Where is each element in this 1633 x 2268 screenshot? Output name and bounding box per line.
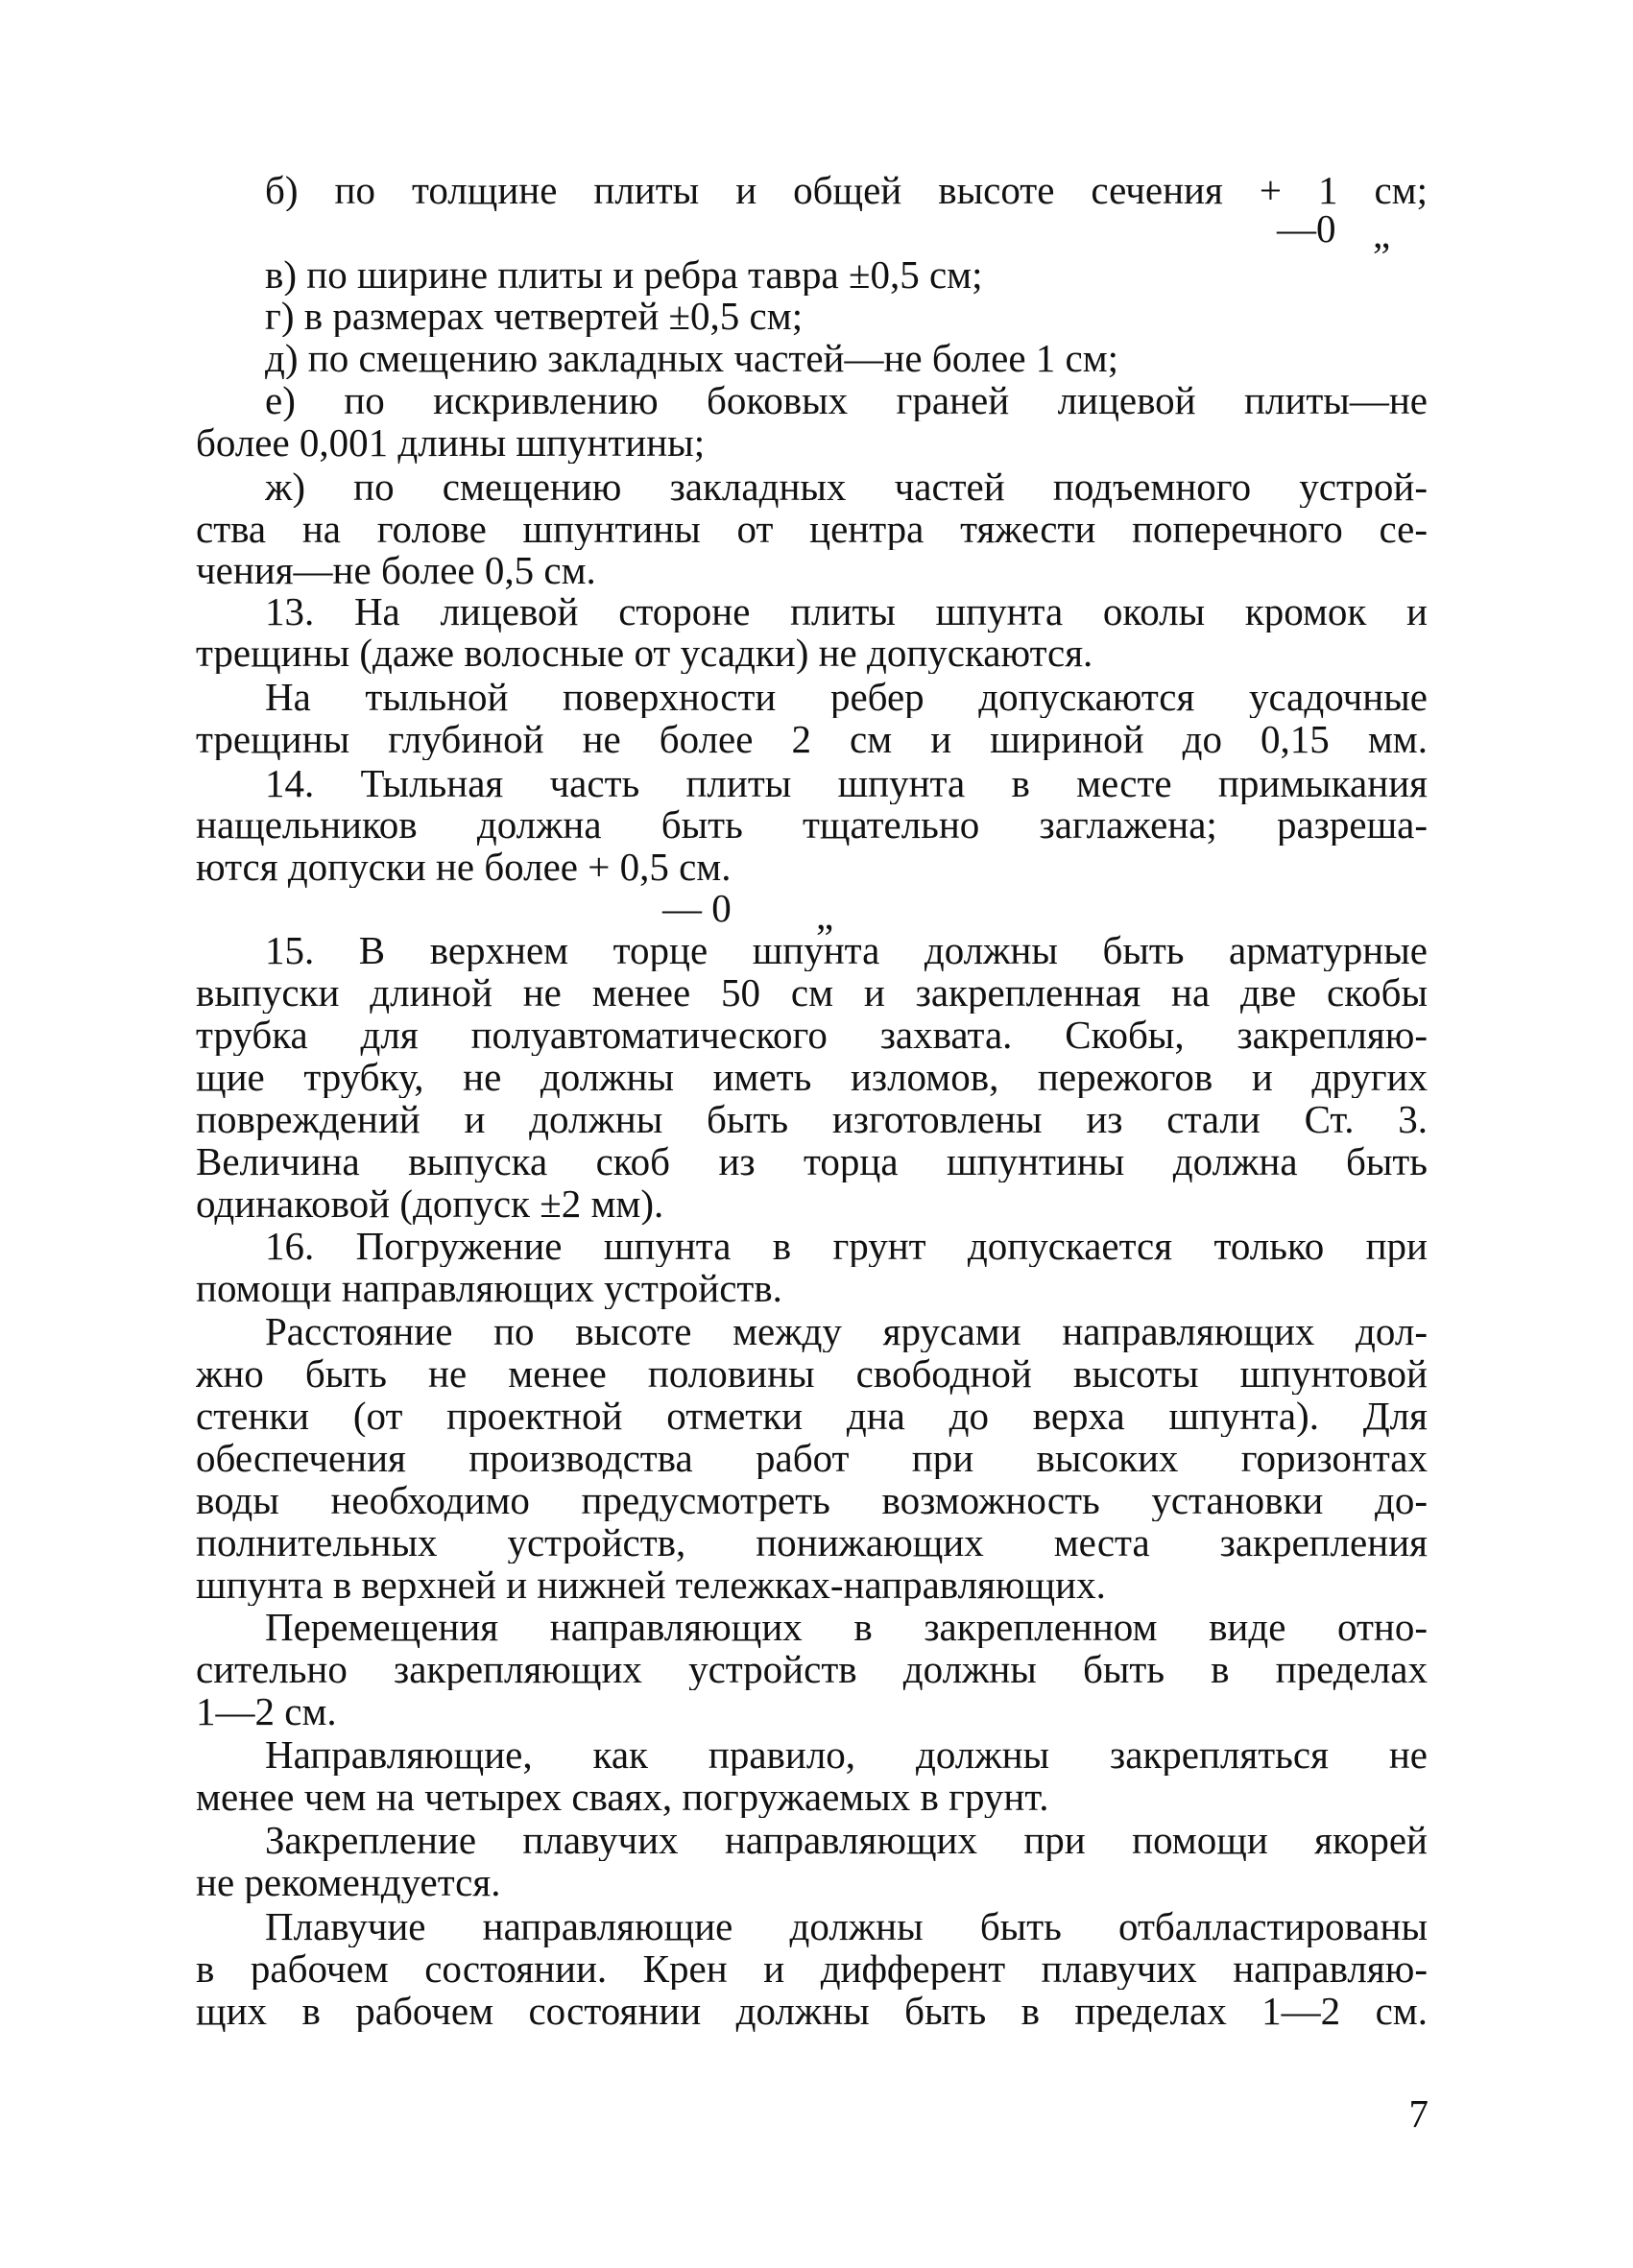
text-line: 16. Погружение шпунта в грунт допускается только при — [265, 1225, 1428, 1267]
text-line: воды необходимо предусмотреть возможность установки до- — [196, 1479, 1428, 1521]
text-line: не рекомендуется. — [196, 1861, 501, 1903]
text-line: трещины (даже волосные от усадки) не допускаются. — [196, 632, 1093, 674]
text-line: Закрепление плавучих направляющих при помощи якорей — [265, 1819, 1428, 1861]
text-line: чения—не более 0,5 см. — [196, 549, 596, 591]
text-line: нащельников должна быть тщательно заглажена; разреша- — [196, 803, 1428, 846]
text-line: трубка для полуавтоматического захвата. Скобы, закрепляю- — [196, 1014, 1428, 1056]
text-line: в) по ширине плиты и ребра тавра ±0,5 см; — [265, 253, 983, 296]
text-line: щие трубку, не должны иметь изломов, пережогов и других — [196, 1056, 1428, 1098]
text-line: 15. В верхнем торце шпунта должны быть арматурные — [265, 929, 1428, 971]
text-line: одинаковой (допуск ±2 мм). — [196, 1182, 664, 1225]
text-line: 13. На лицевой стороне плиты шпунта околы кромок и — [265, 590, 1428, 633]
text-line: ются допуски не более + 0,5 см. — [196, 846, 732, 888]
page-number: 7 — [1408, 2091, 1429, 2136]
text-line: жно быть не менее половины свободной высоты шпунтовой — [196, 1352, 1428, 1395]
text-line: щих в рабочем состоянии должны быть в пределах 1—2 см. — [196, 1990, 1428, 2032]
text-line: обеспечения производства работ при высоких горизонтах — [196, 1437, 1428, 1479]
text-line: трещины глубиной не более 2 см и шириной до 0,15 мм. — [196, 718, 1428, 760]
text-line: менее чем на четырех сваях, погружаемых в грунт. — [196, 1776, 1049, 1818]
text-line: 14. Тыльная часть плиты шпунта в месте примыкания — [265, 762, 1428, 804]
text-line: выпуски длиной не менее 50 см и закрепленная на две скобы — [196, 971, 1428, 1014]
text-line: ж) по смещению закладных частей подъемного устрой- — [265, 466, 1428, 508]
text-line: 1—2 см. — [196, 1690, 337, 1732]
tolerance-minus: — 0 — [662, 886, 732, 930]
text-line: более 0,001 длины шпунтины; — [196, 421, 706, 464]
text-line: стенки (от проектной отметки дна до верха шпунта). Для — [196, 1395, 1428, 1437]
text-line: Расстояние по высоте между ярусами направляющих дол- — [265, 1310, 1428, 1352]
text-line: в рабочем состоянии. Крен и дифферент плавучих направляю- — [196, 1947, 1428, 1990]
text-line: повреждений и должны быть изготовлены из стали Ст. 3. — [196, 1098, 1428, 1140]
text-line: д) по смещению закладных частей—не более 1 см; — [265, 337, 1119, 379]
text-line: Плавучие направляющие должны быть отбалластированы — [265, 1905, 1428, 1947]
tolerance-minus: —0 — [1277, 206, 1336, 251]
text-line: помощи направляющих устройств. — [196, 1267, 782, 1309]
text-line: На тыльной поверхности ребер допускаются усадочные — [265, 676, 1428, 718]
text-line: б) по толщине плиты и общей высоте сечения + 1 см; — [265, 169, 1428, 211]
ditto-mark: „ — [816, 894, 834, 938]
ditto-mark: „ — [1373, 212, 1391, 256]
text-line: Направляющие, как правило, должны закрепляться не — [265, 1733, 1428, 1776]
text-line: Перемещения направляющих в закрепленном виде отно- — [265, 1606, 1428, 1648]
text-line: шпунта в верхней и нижней тележках-направляющих. — [196, 1564, 1106, 1606]
text-line: ства на голове шпунтины от центра тяжести поперечного се- — [196, 508, 1428, 550]
text-line: полнительных устройств, понижающих места закрепления — [196, 1521, 1428, 1564]
text-line: сительно закрепляющих устройств должны быть в пределах — [196, 1648, 1428, 1690]
text-line: Величина выпуска скоб из торца шпунтины должна быть — [196, 1140, 1428, 1182]
text-line: г) в размерах четвертей ±0,5 см; — [265, 295, 804, 337]
text-line: е) по искривлению боковых граней лицевой плиты—не — [265, 379, 1428, 421]
